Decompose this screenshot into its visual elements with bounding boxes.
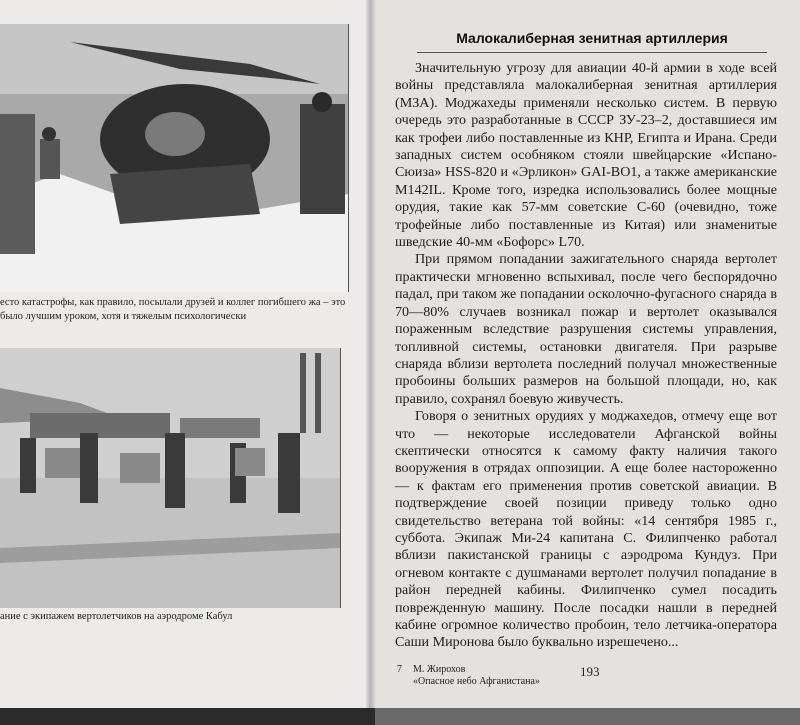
title-rule bbox=[417, 52, 767, 53]
photo-caption-bottom: ание с экипажем вертолетчиков на аэродроме Кабул bbox=[0, 611, 233, 622]
footer-book-title: «Опасное небо Афганистана» bbox=[413, 676, 540, 687]
scanner-edge-right bbox=[375, 708, 800, 725]
airfield-crew-photo bbox=[0, 348, 341, 608]
section-title: Малокалиберная зенитная артиллерия bbox=[456, 30, 728, 46]
page-number: 193 bbox=[580, 664, 600, 679]
helicopter-wreck-image bbox=[0, 24, 348, 292]
paragraph-2: При прямом попадании зажигательного снаряда вертолет практически мгновенно вспыхивал, после чего беспорядочно падал, при таком же попадании осколочно-фугасного снаряда в 70—80% случаев возникал пожар и вертолет оказывался пораженным вследствие разрушения системы управления, топливной системы, остановки двигателя. При разрыве снаряда вблизи вертолета последний получал множественные пробоины больших размеров на большой площади, но, как правило, сохранял боевую живучесть. bbox=[395, 251, 777, 407]
paragraph-3: Говоря о зенитных орудиях у моджахедов, отмечу еще вот что — некоторые исследователи Афганской войны скептически относятся к самому факту наличия такого вооружения в отрядах оппозиции. А еще более настороженно — к фактам его применения против советской авиации. В подтверждение своей позиции приведу только одно свидетельство ветерана той войны: «14 сентября 1985 г., суббота. Экипаж Ми-24 капитана С. Филипченко работал вблизи пакистанской границы с аэродрома Кундуз. При огневом контакте с душманами вертолет получил попадание в район передней кабины. Филипченко сумел посадить поврежденную машину. После посадки нашли в передней кабине огромное количество пробоин, тело летчика-оператора Саши Миронова было буквально изрешечено... bbox=[395, 408, 777, 651]
signature-footer bbox=[397, 664, 567, 688]
signature-number: 7 bbox=[397, 664, 402, 675]
airfield-crew-image bbox=[0, 348, 340, 608]
paragraph-1: Значительную угрозу для авиации 40-й армии в ходе всей войны представляла малокалиберная зенитная артиллерия (МЗА). Моджахеды применяли несколько систем. В первую очередь это разработанные в СССР ЗУ-23–2, доставшиеся им как трофеи либо поставленные из КНР, Египта и Ирана. Среди западных систем особняком стояли швейцарские «Испано-Сюиза» HSS-820 и «Эрликон» GAI-BO1, а также американские M142IL. Кроме того, изредка использовались более мощные орудия, такие как 57-мм советские С-60 (очевидно, тоже трофейные либо поставленные из Китая) или знаменитые шведские 40-мм «Бофорс» L70. bbox=[395, 60, 777, 251]
body-text bbox=[395, 60, 777, 652]
right-page bbox=[375, 0, 800, 708]
photo-caption-top: есто катастрофы, как правило, посылали друзей и коллег погибшего жа – это было лучшим уроком, хотя и тяжелым психологически bbox=[0, 297, 346, 322]
left-page bbox=[0, 0, 365, 708]
helicopter-wreck-photo bbox=[0, 24, 349, 292]
footer-author: М. Жирохов bbox=[413, 664, 466, 675]
